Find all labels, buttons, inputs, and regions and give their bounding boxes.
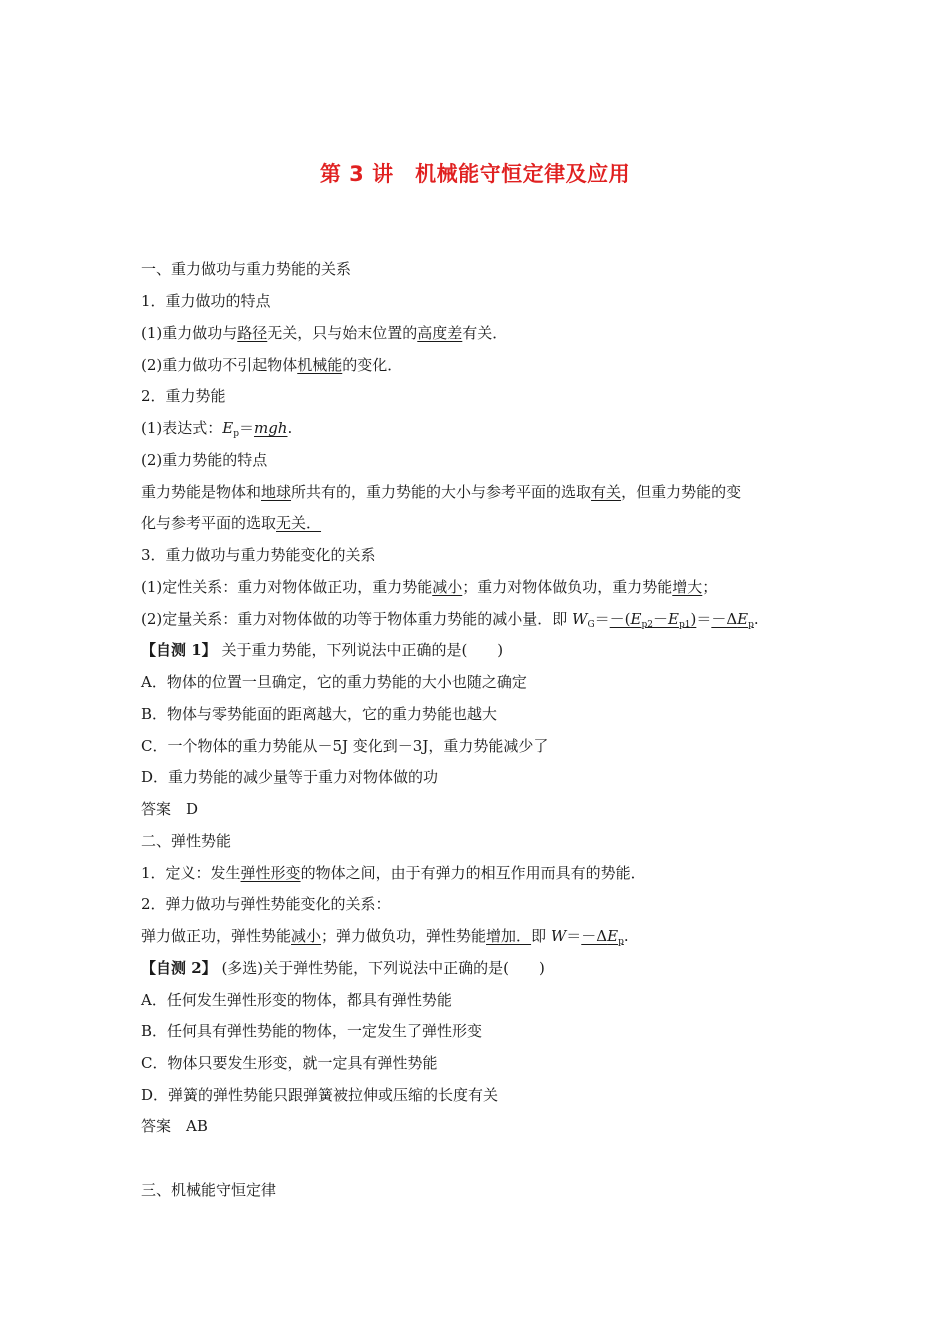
section-1-heading: 一、重力做功与重力势能的关系 bbox=[141, 260, 352, 278]
quiz-1-answer: 答案 D bbox=[141, 800, 199, 818]
quiz-1-option-b: B．物体与零势能面的距离越大，它的重力势能也越大 bbox=[141, 705, 498, 723]
blank-answer: 增大 bbox=[672, 578, 703, 596]
blank-answer: mgh bbox=[253, 419, 288, 437]
quiz-1-stem: 【自测 1】 关于重力势能，下列说法中正确的是( ) bbox=[141, 641, 504, 659]
quiz-2-option-a: A．任何发生弹性形变的物体，都具有弹性势能 bbox=[141, 991, 452, 1009]
quiz-2-stem: 【自测 2】 (多选)关于弹性势能，下列说法中正确的是( ) bbox=[141, 959, 545, 977]
s1-item-3: 3．重力做功与重力势能变化的关系 bbox=[141, 546, 376, 564]
s1-item-3a: (1)定性关系：重力对物体做正功，重力势能减小；重力对物体做负功，重力势能增大； bbox=[141, 578, 718, 596]
quiz-2-option-d: D．弹簧的弹性势能只跟弹簧被拉伸或压缩的长度有关 bbox=[141, 1086, 499, 1104]
s1-item-1a: (1)重力做功与路径无关，只与始末位置的高度差有关． bbox=[141, 324, 508, 342]
blank-answer: $-(E_{p2}-E_{p1})$ bbox=[609, 610, 697, 630]
s1-item-3b: (2)定量关系：重力对物体做的功等于物体重力势能的减小量．即 $W_G=-(E_{p2}-E_{p1})=-\Delta E_p$. bbox=[141, 610, 759, 630]
blank-answer: 无关． bbox=[276, 514, 322, 532]
blank-answer: 有关 bbox=[591, 483, 622, 501]
quiz-2-option-c: C．物体只要发生形变，就一定具有弹性势能 bbox=[141, 1054, 438, 1072]
s2-item-2: 2．弹力做功与弹性势能变化的关系： bbox=[141, 895, 391, 913]
s2-item-1: 1．定义：发生弹性形变的物体之间，由于有弹力的相互作用而具有的势能． bbox=[141, 864, 646, 882]
quiz-2-answer: 答案 AB bbox=[141, 1117, 208, 1135]
quiz-1-option-d: D．重力势能的减少量等于重力对物体做的功 bbox=[141, 768, 439, 786]
s1-item-2a: (1)表达式：$E_p=mgh$. bbox=[141, 419, 293, 439]
s1-item-2b: (2)重力势能的特点 bbox=[141, 451, 268, 469]
s1-item-2d: 化与参考平面的选取无关． bbox=[141, 514, 322, 532]
s1-item-2: 2．重力势能 bbox=[141, 387, 226, 405]
blank-answer: 路径 bbox=[237, 324, 268, 342]
blank-answer: 地球 bbox=[261, 483, 292, 501]
blank-answer: 减小 bbox=[291, 927, 322, 945]
quiz-2-option-b: B．任何具有弹性势能的物体，一定发生了弹性形变 bbox=[141, 1022, 483, 1040]
blank-answer: 弹性形变 bbox=[240, 864, 301, 882]
s2-item-2a: 弹力做正功，弹性势能减小；弹力做负功，弹性势能增加．即 $W=-\Delta E_p$. bbox=[141, 927, 629, 947]
quiz-tag: 【自测 1】 bbox=[141, 641, 217, 659]
blank-answer: 减小 bbox=[432, 578, 463, 596]
blank-answer: 机械能 bbox=[297, 356, 343, 374]
blank-answer: 高度差 bbox=[417, 324, 463, 342]
blank-answer: $-\Delta E_p$ bbox=[581, 927, 624, 947]
s1-item-2c: 重力势能是物体和地球所共有的，重力势能的大小与参考平面的选取有关，但重力势能的变 bbox=[141, 483, 742, 501]
blank-answer: $-\Delta E_p$ bbox=[711, 610, 754, 630]
page-title: 第 3 讲 机械能守恒定律及应用 bbox=[319, 162, 631, 186]
quiz-1-option-a: A．物体的位置一旦确定，它的重力势能的大小也随之确定 bbox=[141, 673, 527, 691]
quiz-tag: 【自测 2】 bbox=[141, 959, 217, 977]
section-3-heading: 三、机械能守恒定律 bbox=[141, 1181, 277, 1199]
s1-item-1: 1．重力做功的特点 bbox=[141, 292, 271, 310]
quiz-1-option-c: C．一个物体的重力势能从－5J 变化到－3J，重力势能减少了 bbox=[141, 737, 549, 755]
blank-answer: 增加． bbox=[486, 927, 532, 945]
s1-item-1b: (2)重力做功不引起物体机械能的变化． bbox=[141, 356, 403, 374]
section-2-heading: 二、弹性势能 bbox=[141, 832, 232, 850]
